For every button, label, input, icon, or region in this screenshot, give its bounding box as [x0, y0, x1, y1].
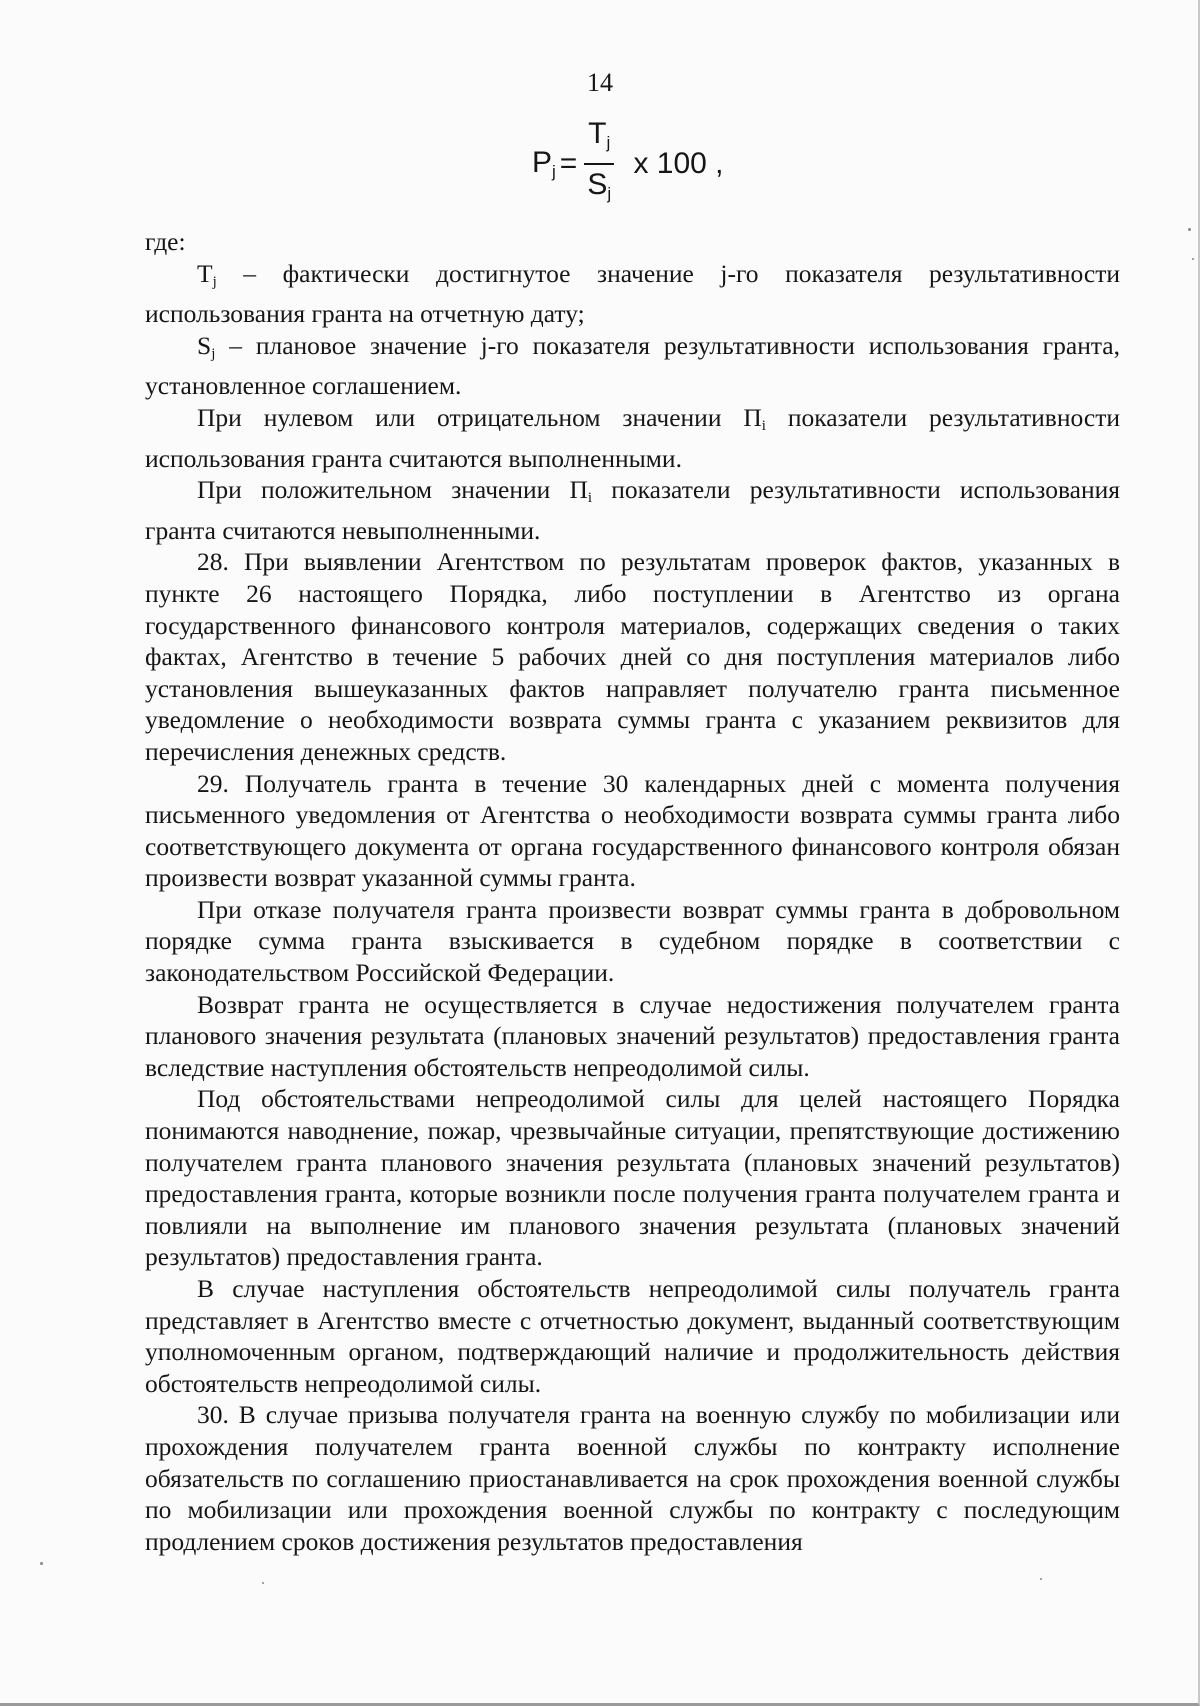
scan-speck	[1192, 258, 1194, 260]
formula-numerator: $T_j$	[584, 118, 614, 165]
formula	[532, 118, 724, 210]
formula-equals: =	[559, 147, 578, 180]
paragraph-29-document: В случае наступления обстоятельств непреодолимой силы получатель гранта представляет в Агентство вместе с отчетностью документ, выданный соответствующим уполномоченным органом, подтверждающий наличие и продолжительность действия обстоятельств непреодолимой силы.	[145, 1274, 1120, 1398]
paragraph-zero-value: При нулевом или отрицательном значении $П_i$ показатели результативности использования гранта считаются выполненными.	[145, 402, 1120, 473]
paragraph-positive-value: При положительном значении $П_i$ показатели результативности использования гранта считаются невыполненными.	[145, 475, 1120, 545]
formula-lhs: $P_j$	[532, 146, 556, 181]
paragraph-29: 29. Получатель гранта в течение 30 календарных дней с момента получения письменного уведомления от Агентства о необходимости возврата суммы гранта либо соответствующего документа от органа государственного финансового контроля обязан произвести возврат указанной суммы гранта.	[145, 768, 1120, 893]
page-number: 14	[587, 68, 613, 97]
paragraph-28: 28. При выявлении Агентством по результатам проверок фактов, указанных в пункте 26 настоящего Порядка, либо поступлении в Агентство из органа государственного финансового контроля материалов, содержащих сведения о таких фактах, Агентство в течение 5 рабочих дней со дня поступления материалов либо установления вышеуказанных фактов направляет получателю гранта письменное уведомление о необходимости возврата суммы гранта с указанием реквизитов для перечисления денежных средств.	[145, 547, 1120, 766]
scan-speck	[1188, 228, 1191, 231]
where-label: где:	[145, 227, 186, 256]
paragraph-30: 30. В случае призыва получателя гранта на военную службу по мобилизации или прохождения получателем гранта военной службы по контракту исполнение обязательств по соглашению приостанавливается на срок прохождения военной службы по мобилизации или прохождения военной службы по контракту с последующим продлением сроков достижения результатов предоставления	[145, 1400, 1120, 1556]
definition-t: $T_j$ – фактически достигнутое значение j-го показателя результативности использования гранта на отчетную дату;	[145, 258, 1120, 329]
scan-speck	[1040, 1578, 1042, 1580]
formula-denominator: $S_j$	[587, 168, 612, 203]
paragraph-29-force-majeure: Возврат гранта не осуществляется в случае недостижения получателем гранта планового значения результата (плановых значений результатов) предоставления гранта вследствие наступления обстоятельств непреодолимой силы.	[145, 989, 1120, 1082]
paragraph-29-definition: Под обстоятельствами непреодолимой силы для целей настоящего Порядка понимаются наводнение, пожар, чрезвычайные ситуации, препятствующие достижению получателем гранта планового значения результата (плановых значений результатов) предоставления гранта, которые возникли после получения гранта получателем гранта и повлияли на выполнение им планового значения результата (плановых значений результатов) предоставления гранта.	[145, 1084, 1120, 1272]
formula-fraction	[583, 118, 615, 210]
document-body	[145, 226, 1120, 1557]
definition-s: $S_j$ – плановое значение j-го показателя результативности использования гранта, установленное соглашением.	[145, 330, 1120, 401]
formula-multiplier: x 100 ,	[625, 147, 724, 180]
paragraph-29-refusal: При отказе получателя гранта произвести возврат суммы гранта в добровольном порядке сумма гранта взыскивается в судебном порядке в соответствии с законодательством Российской Федерации.	[145, 894, 1120, 988]
scan-speck	[40, 1562, 43, 1565]
scan-speck	[262, 1582, 264, 1584]
